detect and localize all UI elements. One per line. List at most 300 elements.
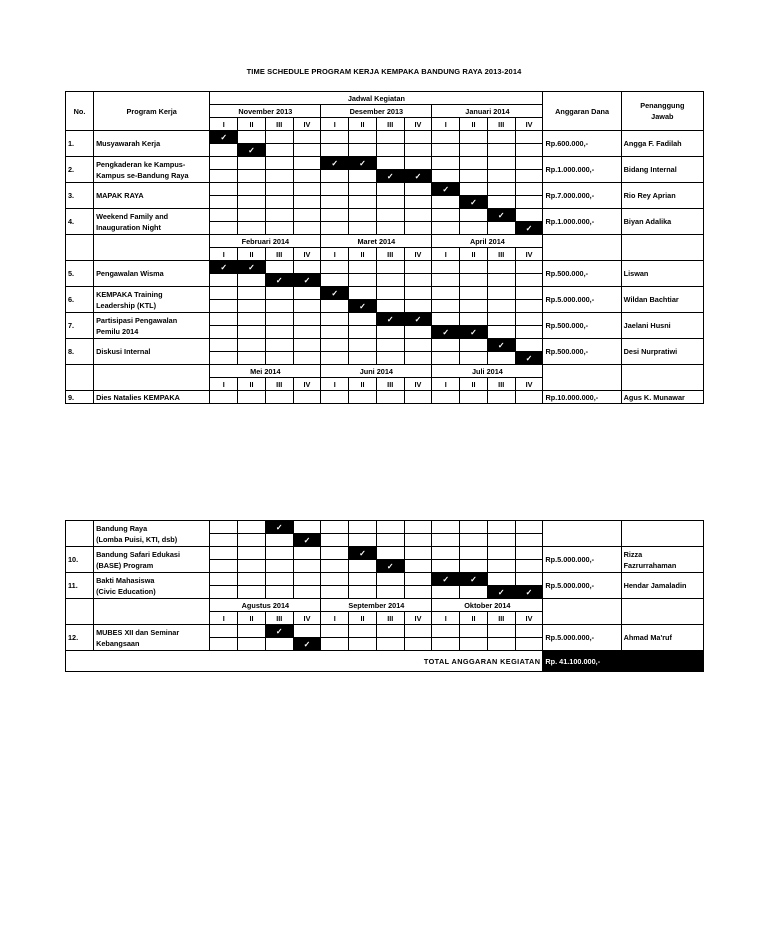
week-cell xyxy=(376,547,404,560)
cell-text-line: Rizza xyxy=(623,549,643,559)
responsible-person: Biyan Adalika xyxy=(621,209,703,235)
week-cell xyxy=(293,391,321,404)
week-header: I xyxy=(432,612,460,625)
week-cell xyxy=(210,170,238,183)
week-cell xyxy=(487,326,515,339)
week-cell xyxy=(460,209,488,222)
scheduled-week-cell xyxy=(265,625,293,638)
week-cell xyxy=(460,222,488,235)
check-icon: ✓ xyxy=(248,145,255,155)
item-number: 7. xyxy=(66,313,94,339)
week-cell xyxy=(265,300,293,313)
cell-text-line: MAPAK RAYA xyxy=(96,191,144,200)
week-cell xyxy=(210,534,238,547)
week-cell xyxy=(210,352,238,365)
scheduled-week-cell xyxy=(293,274,321,287)
week-cell xyxy=(487,313,515,326)
week-cell xyxy=(293,313,321,326)
week-header: IV xyxy=(404,118,432,131)
budget-value: Rp.500.000,- xyxy=(543,339,621,365)
week-cell xyxy=(265,196,293,209)
budget-value: Rp.10.000.000,- xyxy=(543,391,621,404)
week-cell xyxy=(404,222,432,235)
check-icon: ✓ xyxy=(303,275,311,285)
item-number: 3. xyxy=(66,183,94,209)
check-icon: ✓ xyxy=(525,223,533,233)
week-cell xyxy=(349,131,377,144)
week-header: II xyxy=(349,118,377,131)
week-cell xyxy=(404,196,432,209)
week-cell xyxy=(515,209,543,222)
week-cell xyxy=(404,274,432,287)
table-row xyxy=(66,625,704,638)
item-number: 4. xyxy=(66,209,94,235)
blank-cell xyxy=(66,365,94,391)
item-number xyxy=(66,521,94,547)
week-cell xyxy=(265,339,293,352)
week-cell xyxy=(487,222,515,235)
week-cell xyxy=(349,521,377,534)
week-cell xyxy=(460,131,488,144)
scheduled-week-cell xyxy=(349,157,377,170)
week-cell xyxy=(238,534,266,547)
scheduled-week-cell xyxy=(293,534,321,547)
week-header: I xyxy=(321,248,349,261)
cell-text-line: Pengkaderan ke Kampus- xyxy=(96,159,186,169)
week-cell xyxy=(321,183,349,196)
week-cell xyxy=(432,339,460,352)
week-cell xyxy=(265,573,293,586)
scheduled-week-cell xyxy=(265,521,293,534)
item-number: 5. xyxy=(66,261,94,287)
week-cell xyxy=(349,534,377,547)
week-cell xyxy=(265,547,293,560)
program-name xyxy=(94,209,210,235)
week-cell xyxy=(460,313,488,326)
week-cell xyxy=(515,131,543,144)
week-cell xyxy=(376,287,404,300)
week-cell xyxy=(515,196,543,209)
week-cell xyxy=(515,573,543,586)
week-cell xyxy=(376,183,404,196)
check-icon: ✓ xyxy=(386,171,394,181)
week-cell xyxy=(265,326,293,339)
week-cell xyxy=(210,573,238,586)
table-row xyxy=(66,391,704,404)
week-cell xyxy=(376,300,404,313)
scheduled-week-cell xyxy=(404,313,432,326)
week-cell xyxy=(293,183,321,196)
week-cell xyxy=(238,560,266,573)
week-cell xyxy=(432,313,460,326)
week-cell xyxy=(460,157,488,170)
check-icon: ✓ xyxy=(359,301,366,311)
item-number: 10. xyxy=(66,547,94,573)
week-cell xyxy=(265,586,293,599)
blank-cell xyxy=(94,599,210,625)
program-name xyxy=(94,157,210,183)
schedule-table xyxy=(65,91,704,404)
month-header: Mei 2014 xyxy=(210,365,321,378)
cell-text-line: Ahmad Ma'ruf xyxy=(623,633,672,642)
week-cell xyxy=(487,573,515,586)
week-cell xyxy=(293,209,321,222)
scheduled-week-cell xyxy=(349,300,377,313)
scheduled-week-cell xyxy=(432,573,460,586)
budget-value: Rp.500.000,- xyxy=(543,313,621,339)
scheduled-week-cell xyxy=(487,339,515,352)
responsible-person: Jaelani Husni xyxy=(621,313,703,339)
table-row xyxy=(66,547,704,560)
week-cell xyxy=(238,573,266,586)
program-name xyxy=(94,313,210,339)
week-cell xyxy=(293,625,321,638)
week-cell xyxy=(404,144,432,157)
week-cell xyxy=(487,287,515,300)
month-header: Februari 2014 xyxy=(210,235,321,248)
check-icon: ✓ xyxy=(303,535,311,545)
week-cell xyxy=(293,586,321,599)
week-header: II xyxy=(460,378,488,391)
check-icon: ✓ xyxy=(497,210,505,220)
week-cell xyxy=(515,261,543,274)
table-row xyxy=(66,339,704,352)
week-header: I xyxy=(210,612,238,625)
check-icon: ✓ xyxy=(275,275,283,285)
budget-value: Rp.5.000.000,- xyxy=(543,625,621,651)
week-cell xyxy=(376,638,404,651)
week-cell xyxy=(210,560,238,573)
week-cell xyxy=(238,547,266,560)
scheduled-week-cell xyxy=(238,261,266,274)
week-cell xyxy=(238,287,266,300)
check-icon: ✓ xyxy=(331,158,339,168)
week-cell xyxy=(321,586,349,599)
week-header: IV xyxy=(293,612,321,625)
budget-value: Rp.5.000.000,- xyxy=(543,287,621,313)
budget-value: Rp.600.000,- xyxy=(543,131,621,157)
week-cell xyxy=(487,638,515,651)
week-cell xyxy=(376,352,404,365)
week-cell xyxy=(404,547,432,560)
week-cell xyxy=(293,196,321,209)
week-cell xyxy=(210,625,238,638)
week-header: IV xyxy=(404,612,432,625)
week-cell xyxy=(487,157,515,170)
week-cell xyxy=(293,521,321,534)
cell-text-line: Penanggung xyxy=(640,101,685,110)
cell-text-line: KEMPAKA Training xyxy=(96,289,163,299)
week-cell xyxy=(376,144,404,157)
week-cell xyxy=(321,131,349,144)
week-cell xyxy=(376,586,404,599)
week-cell xyxy=(321,547,349,560)
week-header: II xyxy=(238,378,266,391)
check-icon: ✓ xyxy=(386,561,394,571)
scheduled-week-cell xyxy=(376,170,404,183)
week-header: III xyxy=(376,612,404,625)
week-header: III xyxy=(376,378,404,391)
week-cell xyxy=(404,131,432,144)
table-row xyxy=(66,209,704,222)
week-cell xyxy=(515,274,543,287)
week-cell xyxy=(404,534,432,547)
week-cell xyxy=(349,560,377,573)
check-icon: ✓ xyxy=(470,327,477,337)
responsible-person: Liswan xyxy=(621,261,703,287)
week-cell xyxy=(265,183,293,196)
check-icon: ✓ xyxy=(497,587,505,597)
week-cell xyxy=(238,196,266,209)
week-cell xyxy=(210,196,238,209)
budget-value: Rp.1.000.000,- xyxy=(543,209,621,235)
week-cell xyxy=(210,586,238,599)
week-cell xyxy=(376,196,404,209)
week-cell xyxy=(349,586,377,599)
week-cell xyxy=(515,625,543,638)
week-cell xyxy=(293,287,321,300)
check-icon: ✓ xyxy=(275,626,283,636)
responsible-person: Agus K. Munawar xyxy=(621,391,703,404)
blank-cell xyxy=(621,365,703,391)
week-cell xyxy=(432,274,460,287)
week-header: III xyxy=(376,248,404,261)
week-cell xyxy=(238,170,266,183)
week-cell xyxy=(460,547,488,560)
week-cell xyxy=(238,638,266,651)
week-cell xyxy=(515,300,543,313)
week-cell xyxy=(293,326,321,339)
week-cell xyxy=(238,157,266,170)
week-cell xyxy=(460,183,488,196)
scheduled-week-cell xyxy=(515,352,543,365)
responsible-person: Angga F. Fadilah xyxy=(621,131,703,157)
week-cell xyxy=(238,131,266,144)
week-cell xyxy=(376,209,404,222)
scheduled-week-cell xyxy=(460,196,488,209)
item-number: 1. xyxy=(66,131,94,157)
table-row xyxy=(66,287,704,300)
week-cell xyxy=(404,638,432,651)
week-cell xyxy=(376,573,404,586)
cell-text-line: Inauguration Night xyxy=(96,222,161,232)
item-number: 12. xyxy=(66,625,94,651)
week-cell xyxy=(487,391,515,404)
week-cell xyxy=(432,261,460,274)
week-cell xyxy=(487,144,515,157)
week-header: I xyxy=(321,612,349,625)
week-cell xyxy=(238,339,266,352)
week-header: I xyxy=(432,118,460,131)
week-header: I xyxy=(210,248,238,261)
week-cell xyxy=(321,326,349,339)
week-cell xyxy=(349,209,377,222)
week-cell xyxy=(432,196,460,209)
week-cell xyxy=(376,131,404,144)
week-cell xyxy=(293,144,321,157)
week-cell xyxy=(210,339,238,352)
responsible-person: Wildan Bachtiar xyxy=(621,287,703,313)
week-cell xyxy=(460,586,488,599)
blank-cell xyxy=(66,235,94,261)
week-cell xyxy=(265,391,293,404)
week-cell xyxy=(515,560,543,573)
week-cell xyxy=(321,170,349,183)
program-name xyxy=(94,131,210,157)
week-cell xyxy=(321,313,349,326)
header-budget: Anggaran Dana xyxy=(543,92,621,131)
week-cell xyxy=(404,157,432,170)
week-cell xyxy=(349,274,377,287)
table-row xyxy=(66,261,704,274)
week-cell xyxy=(376,339,404,352)
week-cell xyxy=(210,300,238,313)
week-header: III xyxy=(265,248,293,261)
week-cell xyxy=(515,170,543,183)
week-header: III xyxy=(487,612,515,625)
scheduled-week-cell xyxy=(376,313,404,326)
week-cell xyxy=(432,534,460,547)
week-cell xyxy=(293,547,321,560)
week-cell xyxy=(265,261,293,274)
budget-value: Rp.5.000.000,- xyxy=(543,573,621,599)
cell-text-line: Fazrurrahaman xyxy=(623,560,677,570)
week-cell xyxy=(293,131,321,144)
check-icon: ✓ xyxy=(414,171,422,181)
week-header: I xyxy=(210,118,238,131)
week-cell xyxy=(376,521,404,534)
week-cell xyxy=(238,209,266,222)
responsible-person xyxy=(621,547,703,573)
item-number: 6. xyxy=(66,287,94,313)
total-budget-value: Rp. 41.100.000,- xyxy=(543,651,621,672)
week-cell xyxy=(265,534,293,547)
blank-cell xyxy=(66,599,94,625)
week-cell xyxy=(349,261,377,274)
check-icon: ✓ xyxy=(442,574,450,584)
week-cell xyxy=(404,209,432,222)
week-cell xyxy=(376,391,404,404)
week-header: IV xyxy=(404,248,432,261)
week-cell xyxy=(460,300,488,313)
week-header: II xyxy=(238,118,266,131)
week-cell xyxy=(376,534,404,547)
week-cell xyxy=(515,339,543,352)
week-cell xyxy=(265,313,293,326)
week-cell xyxy=(487,625,515,638)
month-header: September 2014 xyxy=(321,599,432,612)
program-name xyxy=(94,521,210,547)
week-cell xyxy=(293,352,321,365)
week-cell xyxy=(349,183,377,196)
week-cell xyxy=(432,222,460,235)
week-cell xyxy=(349,573,377,586)
week-cell xyxy=(487,274,515,287)
month-header: Oktober 2014 xyxy=(432,599,543,612)
header-responsible xyxy=(621,92,703,131)
check-icon: ✓ xyxy=(359,158,366,168)
week-cell xyxy=(265,209,293,222)
week-cell xyxy=(487,560,515,573)
cell-text-line: (Lomba Puisi, KTI, dsb) xyxy=(96,534,178,544)
total-blank xyxy=(621,651,703,672)
week-cell xyxy=(404,183,432,196)
week-cell xyxy=(349,170,377,183)
week-cell xyxy=(210,287,238,300)
week-cell xyxy=(238,391,266,404)
week-header: IV xyxy=(515,118,543,131)
week-cell xyxy=(460,339,488,352)
cell-text-line: Kebangsaan xyxy=(96,638,140,648)
week-cell xyxy=(210,391,238,404)
week-header: II xyxy=(460,248,488,261)
week-cell xyxy=(210,222,238,235)
blank-cell xyxy=(543,365,621,391)
week-cell xyxy=(432,170,460,183)
budget-value xyxy=(543,521,621,547)
week-header: IV xyxy=(515,248,543,261)
cell-text-line: Pengawalan Wisma xyxy=(96,269,164,278)
responsible-person xyxy=(621,625,703,651)
week-cell xyxy=(321,560,349,573)
week-cell xyxy=(404,352,432,365)
week-cell xyxy=(349,352,377,365)
check-icon: ✓ xyxy=(497,340,505,350)
cell-text-line: Jawab xyxy=(651,112,674,121)
week-cell xyxy=(376,222,404,235)
blank-cell xyxy=(621,599,703,625)
week-cell xyxy=(210,313,238,326)
cell-text-line: Bakti Mahasiswa xyxy=(96,575,155,585)
scheduled-week-cell xyxy=(210,131,238,144)
header-no: No. xyxy=(66,92,94,131)
week-cell xyxy=(460,625,488,638)
week-header: IV xyxy=(293,248,321,261)
table-row xyxy=(66,313,704,326)
check-icon: ✓ xyxy=(303,639,311,649)
week-header: II xyxy=(238,248,266,261)
scheduled-week-cell xyxy=(293,638,321,651)
week-cell xyxy=(515,144,543,157)
week-cell xyxy=(432,391,460,404)
week-cell xyxy=(376,157,404,170)
week-cell xyxy=(460,287,488,300)
cell-text-line: (Civic Education) xyxy=(96,586,156,596)
week-cell xyxy=(432,157,460,170)
check-icon: ✓ xyxy=(470,197,477,207)
week-cell xyxy=(515,547,543,560)
responsible-person xyxy=(621,521,703,547)
scheduled-week-cell xyxy=(432,326,460,339)
responsible-person: Rio Rey Aprian xyxy=(621,183,703,209)
week-cell xyxy=(404,521,432,534)
week-cell xyxy=(321,300,349,313)
week-cell xyxy=(404,625,432,638)
table-row xyxy=(66,573,704,586)
week-header: III xyxy=(265,612,293,625)
week-cell xyxy=(432,144,460,157)
week-cell xyxy=(404,586,432,599)
week-cell xyxy=(487,300,515,313)
week-cell xyxy=(432,625,460,638)
check-icon: ✓ xyxy=(220,262,228,272)
month-header: April 2014 xyxy=(432,235,543,248)
week-header: II xyxy=(349,248,377,261)
scheduled-week-cell xyxy=(404,170,432,183)
week-cell xyxy=(432,586,460,599)
cell-text-line: Leadership (KTL) xyxy=(96,300,157,310)
week-cell xyxy=(265,131,293,144)
